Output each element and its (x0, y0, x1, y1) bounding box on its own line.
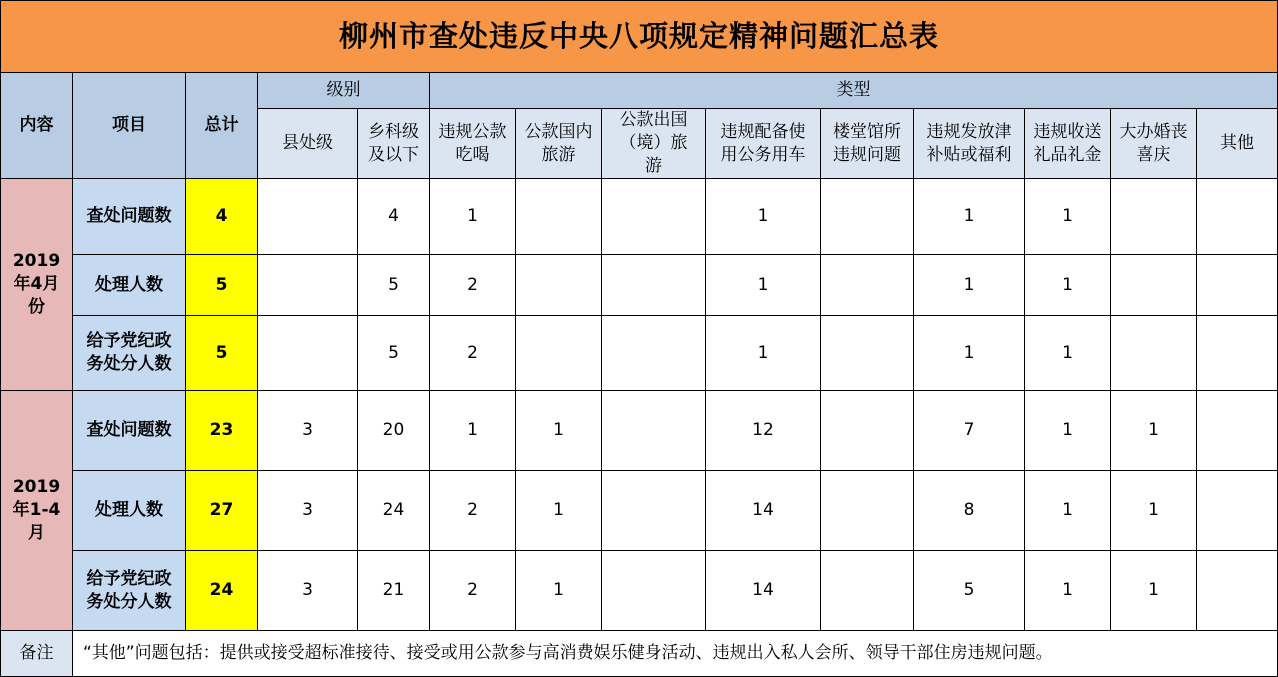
cell (821, 255, 914, 316)
cell: 4 (358, 179, 430, 255)
cell (602, 391, 706, 471)
cell (602, 316, 706, 391)
row-total: 24 (186, 551, 258, 631)
cell (1197, 471, 1278, 551)
cell: 3 (258, 471, 358, 551)
row-item-label: 给予党纪政 务处分人数 (86, 568, 172, 612)
cell (1197, 179, 1278, 255)
cell: 3 (258, 391, 358, 471)
cell (516, 179, 602, 255)
cell (602, 551, 706, 631)
cell (1111, 255, 1197, 316)
header-type-overseas-travel: 公款出国 （境）旅 游 (619, 110, 688, 176)
header-type-dining: 违规公款 吃喝 (438, 121, 507, 165)
cell: 1 (1025, 471, 1111, 551)
cell: 1 (706, 179, 821, 255)
cell (602, 179, 706, 255)
header-content: 内容 (1, 73, 73, 179)
cell: 1 (1025, 255, 1111, 316)
cell: 24 (358, 471, 430, 551)
cell: 1 (1111, 391, 1197, 471)
row-total: 23 (186, 391, 258, 471)
cell (821, 179, 914, 255)
cell: 1 (430, 179, 516, 255)
row-item-label: 给予党纪政 务处分人数 (86, 331, 172, 374)
cell: 1 (1025, 179, 1111, 255)
cell (1197, 316, 1278, 391)
header-type-allowance: 违规发放津 补贴或福利 (926, 121, 1012, 165)
cell: 12 (706, 391, 821, 471)
cell: 2 (430, 255, 516, 316)
cell: 20 (358, 391, 430, 471)
cell (821, 316, 914, 391)
cell: 2 (430, 471, 516, 551)
cell: 1 (1025, 316, 1111, 391)
cell: 8 (914, 471, 1025, 551)
cell: 1 (914, 316, 1025, 391)
row-item-label: 处理人数 (95, 274, 163, 295)
header-level-group: 级别 (258, 73, 430, 109)
cell (258, 179, 358, 255)
header-level-township: 乡科级 及以下 (368, 121, 419, 165)
cell: 1 (914, 179, 1025, 255)
cell: 5 (914, 551, 1025, 631)
table-row (1, 179, 1278, 255)
header-type-official-car: 违规配备使 用公务用车 (720, 121, 806, 165)
row-item-label: 查处问题数 (86, 206, 172, 226)
cell: 3 (258, 551, 358, 631)
cell (1111, 316, 1197, 391)
table-row (1, 255, 1278, 316)
table-title: 柳州市查处违反中央八项规定精神问题汇总表 (1, 1, 1278, 73)
cell: 2 (430, 551, 516, 631)
cell (516, 316, 602, 391)
cell (1197, 391, 1278, 471)
cell: 21 (358, 551, 430, 631)
header-type-domestic-travel: 公款国内 旅游 (524, 121, 593, 165)
cell: 1 (1111, 551, 1197, 631)
cell (602, 255, 706, 316)
header-type-group: 类型 (430, 73, 1278, 109)
header-type-buildings: 楼堂馆所 违规问题 (833, 121, 901, 165)
row-total: 5 (186, 255, 258, 316)
row-total: 5 (186, 316, 258, 391)
cell: 1 (1025, 551, 1111, 631)
cell: 2 (430, 316, 516, 391)
cell (821, 551, 914, 631)
cell (1197, 551, 1278, 631)
table-row (1, 471, 1278, 551)
table-row (1, 551, 1278, 631)
header-level-county: 县处级 (282, 133, 333, 153)
period-label: 2019 年1-4 月 (12, 477, 61, 543)
period-label: 2019 年4月 份 (12, 251, 61, 317)
header-total: 总计 (186, 73, 258, 179)
cell: 5 (358, 255, 430, 316)
cell: 1 (516, 551, 602, 631)
cell: 5 (358, 316, 430, 391)
row-total: 4 (186, 179, 258, 255)
row-item-label: 查处问题数 (86, 420, 172, 440)
cell: 1 (516, 471, 602, 551)
cell (821, 471, 914, 551)
cell (258, 316, 358, 391)
header-type-gifts: 违规收送 礼品礼金 (1033, 121, 1102, 165)
row-total: 27 (186, 471, 258, 551)
cell: 1 (1111, 471, 1197, 551)
row-item-label: 处理人数 (95, 500, 163, 520)
cell: 14 (706, 471, 821, 551)
cell: 1 (706, 255, 821, 316)
cell: 7 (914, 391, 1025, 471)
cell (516, 255, 602, 316)
cell (1111, 179, 1197, 255)
cell (821, 391, 914, 471)
cell (258, 255, 358, 316)
cell: 14 (706, 551, 821, 631)
cell: 1 (430, 391, 516, 471)
note-text: “其他”问题包括：提供或接受超标准接待、接受或用公款参与高消费娱乐健身活动、违规出入私人会所、领导干部住房违规问题。 (73, 631, 1278, 677)
cell (602, 471, 706, 551)
header-type-other: 其他 (1220, 133, 1255, 153)
header-type-weddings-funerals: 大办婚丧 喜庆 (1119, 121, 1188, 165)
header-item: 项目 (73, 73, 186, 179)
cell (1197, 255, 1278, 316)
cell: 1 (914, 255, 1025, 316)
table-row (1, 316, 1278, 391)
cell: 1 (1025, 391, 1111, 471)
cell: 1 (706, 316, 821, 391)
note-label: 备注 (1, 631, 73, 677)
cell: 1 (516, 391, 602, 471)
table-row (1, 391, 1278, 471)
